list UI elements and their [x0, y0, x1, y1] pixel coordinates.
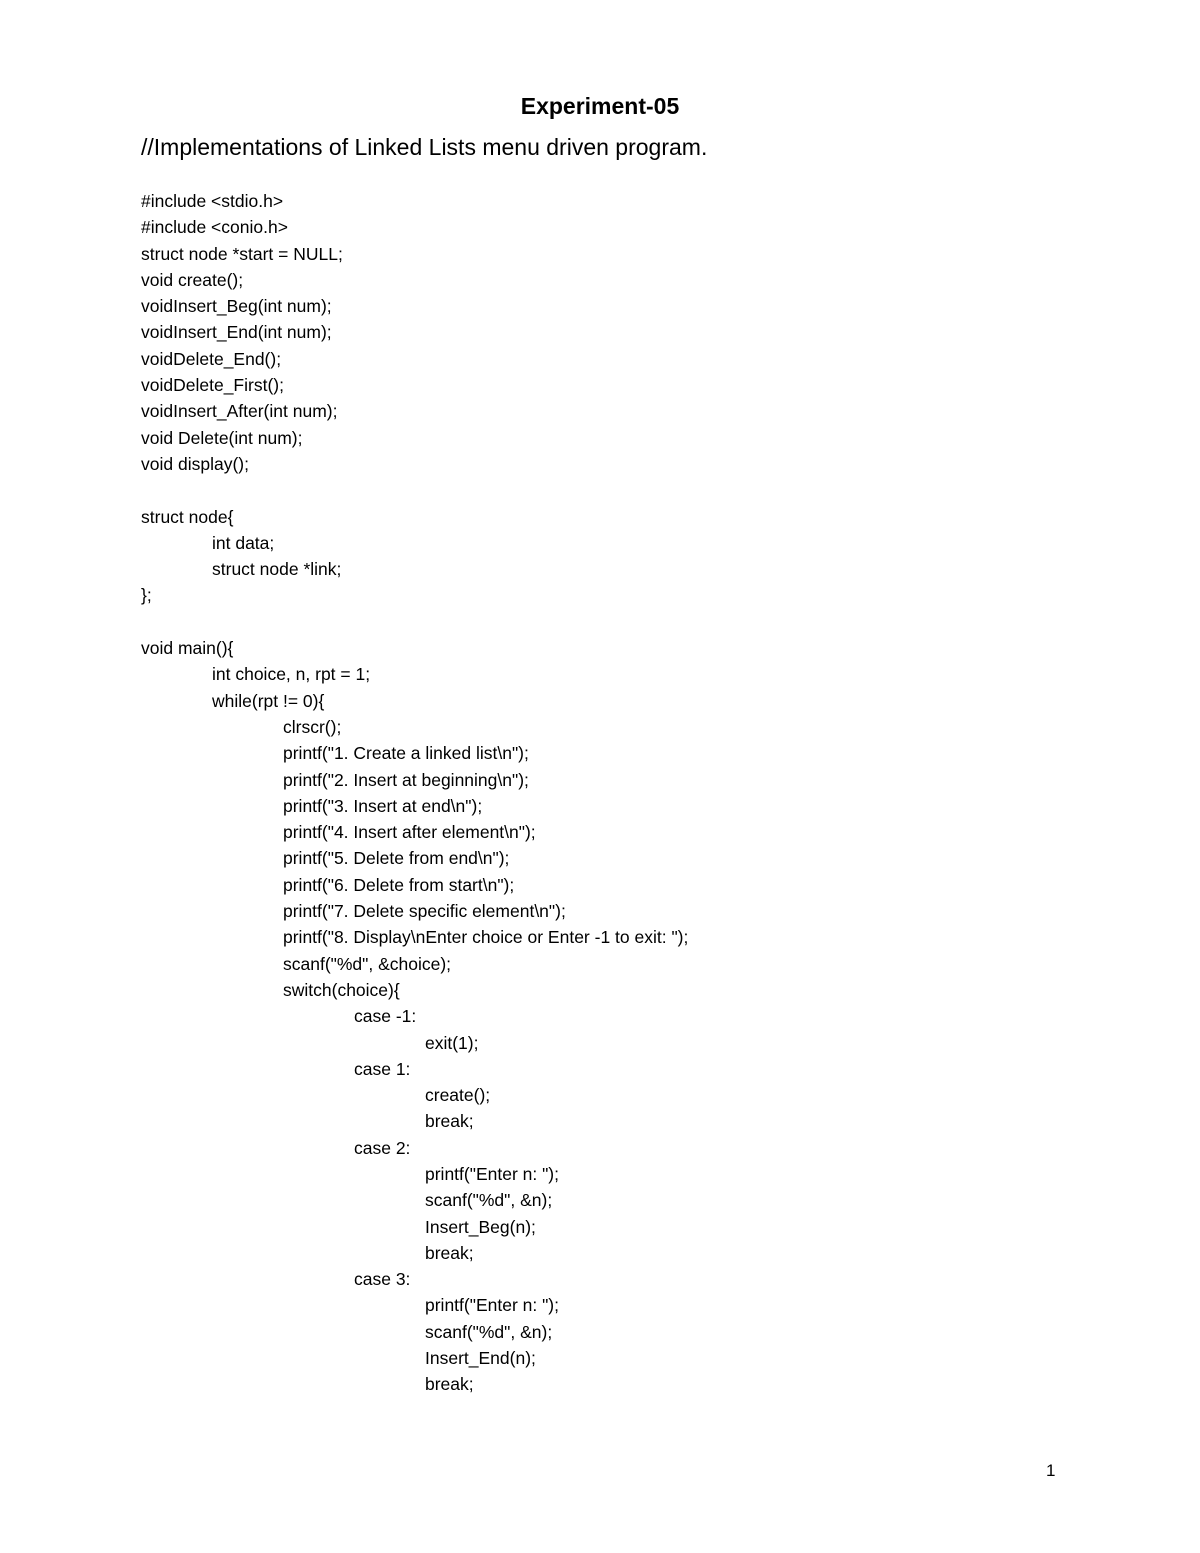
code-line: void main(){ [141, 638, 234, 659]
code-line: scanf("%d", &n); [425, 1321, 553, 1342]
code-line: case 1: [354, 1058, 411, 1079]
code-line: scanf("%d", &n); [425, 1190, 553, 1211]
code-line: switch(choice){ [283, 979, 400, 1000]
code-line: printf("4. Insert after element\n"); [283, 822, 536, 843]
code-line: printf("Enter n: "); [425, 1295, 559, 1316]
code-line: create(); [425, 1085, 491, 1106]
code-line: while(rpt != 0){ [212, 690, 325, 711]
code-block [141, 188, 1121, 1398]
code-line: clrscr(); [283, 716, 342, 737]
code-line: int choice, n, rpt = 1; [212, 664, 371, 685]
page-title: Experiment-05 [520, 93, 680, 119]
code-line: printf("3. Insert at end\n"); [283, 795, 483, 816]
code-line: break; [425, 1374, 474, 1395]
code-line: case -1: [354, 1006, 417, 1027]
code-line: voidDelete_End(); [141, 348, 282, 369]
code-line: printf("5. Delete from end\n"); [283, 848, 510, 869]
code-line [141, 609, 1121, 635]
code-line: printf("7. Delete specific element\n"); [283, 901, 566, 922]
code-line: voidDelete_First(); [141, 375, 284, 396]
code-line: case 3: [354, 1269, 411, 1290]
code-line: voidInsert_After(int num); [141, 401, 338, 422]
code-line: struct node *start = NULL; [141, 243, 343, 264]
code-line: void create(); [141, 269, 244, 290]
code-line: printf("8. Display\nEnter choice or Enter -1 to exit: "); [283, 927, 689, 948]
code-line: #include <stdio.h> [141, 191, 284, 211]
code-line: #include <conio.h> [141, 217, 288, 238]
page-number: 1 [1046, 1461, 1056, 1480]
code-line: }; [141, 585, 152, 606]
code-line: Insert_Beg(n); [425, 1216, 536, 1237]
code-line: struct node{ [141, 506, 234, 527]
code-line: break; [425, 1242, 474, 1263]
code-line: Insert_End(n); [425, 1348, 536, 1369]
code-line: struct node *link; [212, 559, 342, 580]
code-line: void Delete(int num); [141, 427, 303, 448]
code-line: void display(); [141, 453, 249, 474]
code-line: int data; [212, 532, 275, 553]
code-line: break; [425, 1111, 474, 1132]
code-line: printf("Enter n: "); [425, 1163, 559, 1184]
code-line [141, 477, 1121, 503]
page-subtitle: //Implementations of Linked Lists menu driven program. [141, 134, 708, 160]
code-line: scanf("%d", &choice); [283, 953, 452, 974]
code-line: voidInsert_Beg(int num); [141, 296, 332, 317]
code-line: voidInsert_End(int num); [141, 322, 332, 343]
code-line: case 2: [354, 1137, 411, 1158]
code-line: exit(1); [425, 1032, 479, 1053]
code-line: printf("6. Delete from start\n"); [283, 874, 515, 895]
code-line: printf("2. Insert at beginning\n"); [283, 769, 529, 790]
code-line: printf("1. Create a linked list\n"); [283, 743, 529, 764]
